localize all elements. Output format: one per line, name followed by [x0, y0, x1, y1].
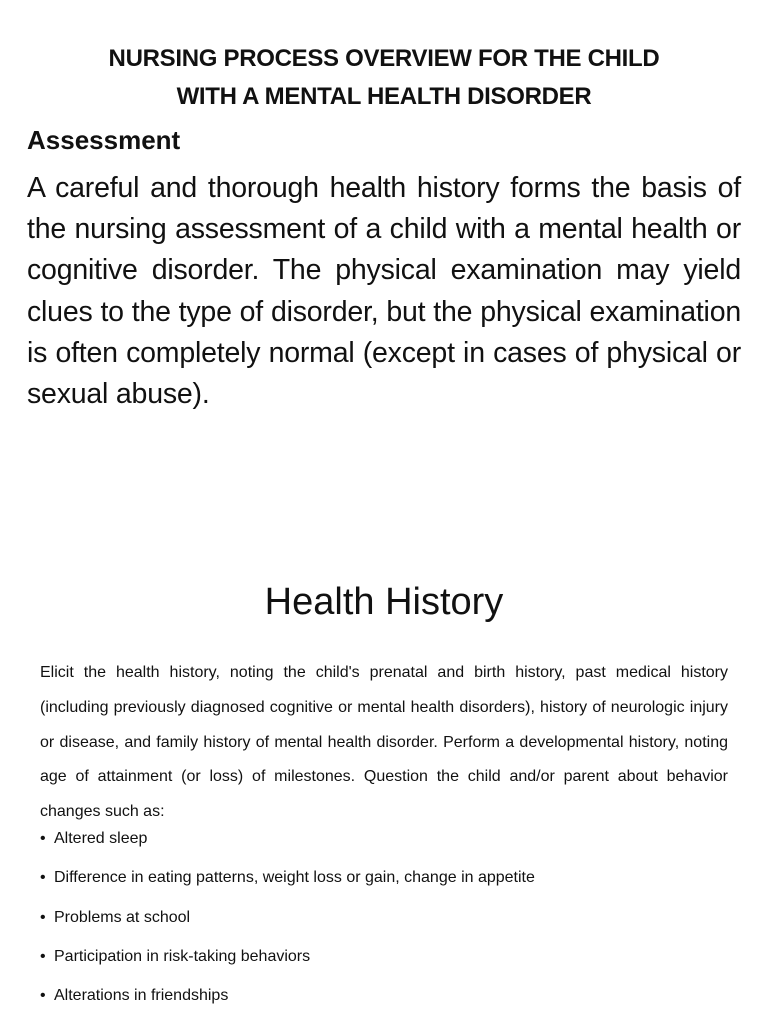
- list-item-text: Alterations in friendships: [54, 987, 229, 1005]
- bullet-icon: •: [40, 987, 46, 1005]
- assessment-body-text: A careful and thorough health history forms the basis of the nursing assessment of a child with a mental health or cognitive disorder. The physical examination may yield clues to the type of disorder, but the physical examination is often completely normal (except in cases of physical or sexual abuse).: [27, 172, 741, 411]
- bullet-icon: •: [40, 830, 46, 847]
- slide-title-line-2: WITH A MENTAL HEALTH DISORDER: [176, 83, 592, 110]
- bullet-icon: •: [40, 869, 46, 887]
- slide-title: [20, 40, 748, 116]
- list-item: [40, 986, 728, 1025]
- list-item: [40, 947, 728, 986]
- health-history-title: Health History: [264, 581, 504, 623]
- health-history-paragraph: Elicit the health history, noting the child's prenatal and birth history, past medical history (including previously diagnosed cognitive or mental health disorders), history of neurologic injury or disease, and family history of mental health disorder. Perform a developmental history, noting age of attainment (or loss) of milestones. Question the child and/or parent about behavior changes such as:: [40, 664, 728, 821]
- list-item: [40, 868, 728, 907]
- list-item: [40, 829, 728, 868]
- behavior-changes-list: [40, 829, 728, 1025]
- list-item-text: Participation in risk-taking behaviors: [54, 947, 311, 965]
- health-history-slide: [0, 520, 768, 1024]
- bullet-icon: •: [40, 908, 46, 926]
- assessment-heading: Assessment: [27, 125, 181, 155]
- list-item: [40, 908, 728, 947]
- bullet-icon: •: [40, 947, 46, 965]
- slide-title-line-1: NURSING PROCESS OVERVIEW FOR THE CHILD: [108, 45, 660, 72]
- list-item-text: Difference in eating patterns, weight loss or gain, change in appetite: [54, 869, 535, 887]
- list-item-text: Problems at school: [54, 908, 191, 926]
- list-item-text: Altered sleep: [54, 830, 148, 847]
